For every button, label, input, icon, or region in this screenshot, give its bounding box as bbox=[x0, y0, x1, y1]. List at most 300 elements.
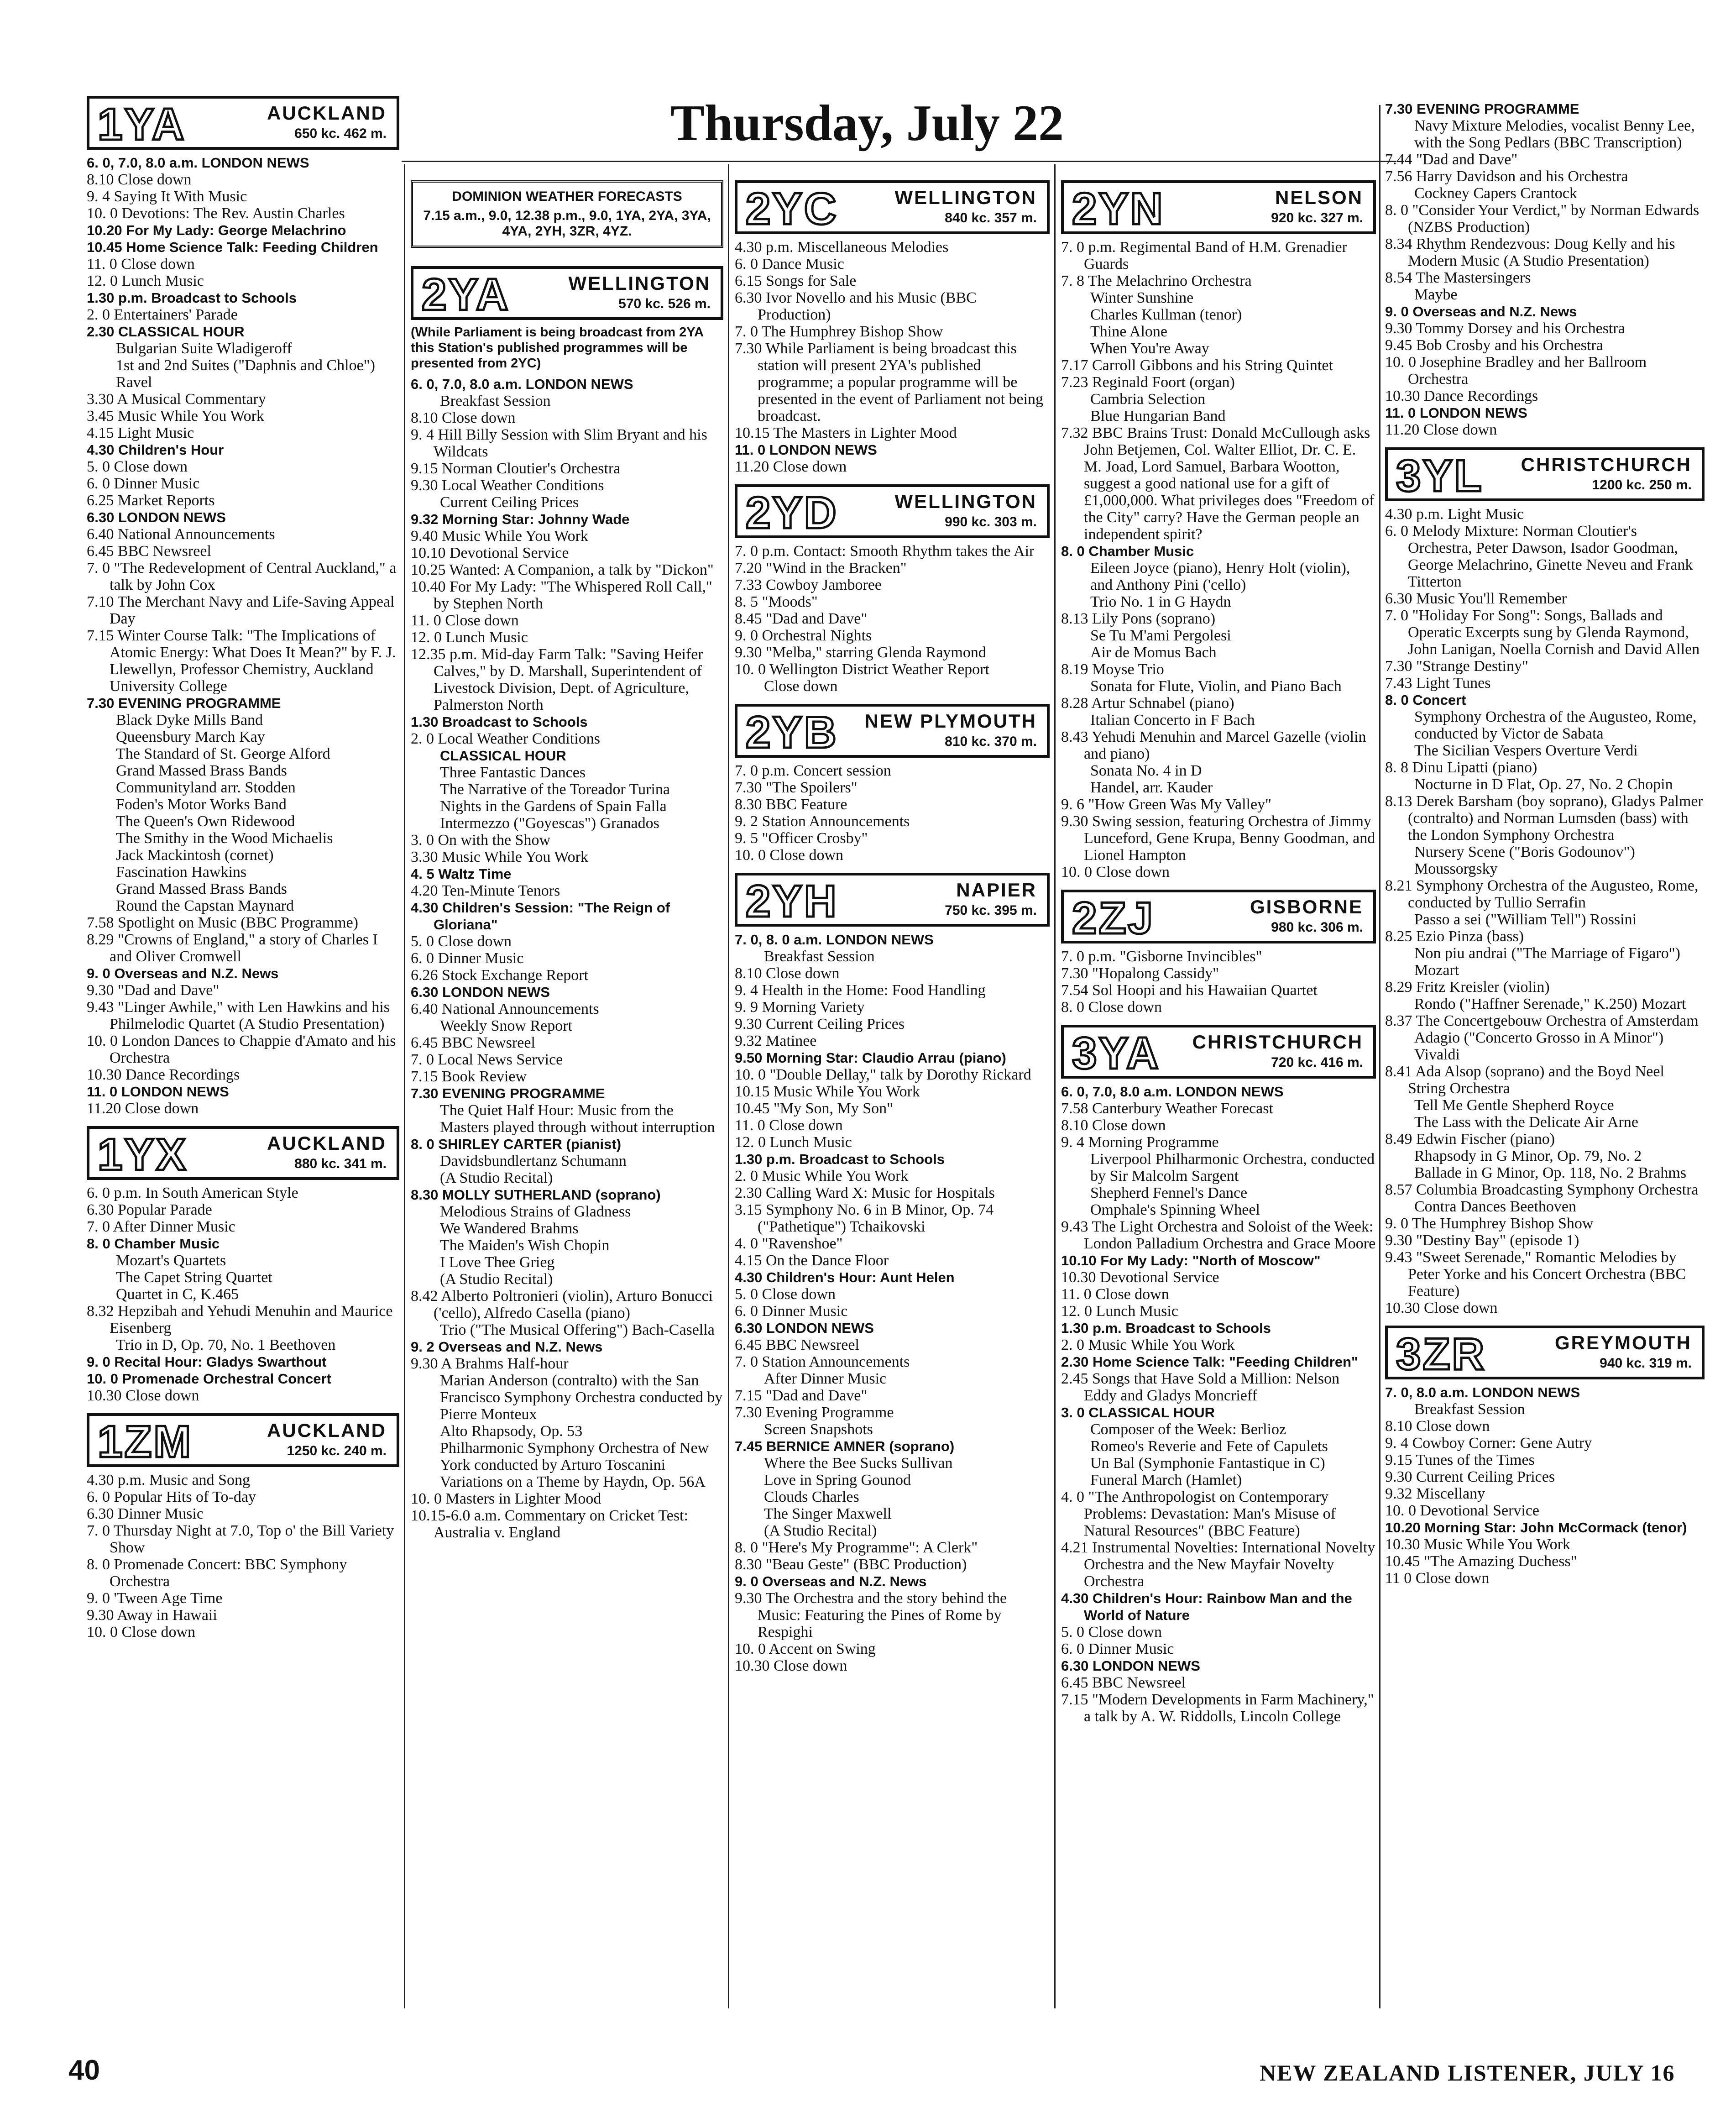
program-entry: 9. 4 Health in the Home: Food Handling bbox=[735, 982, 986, 999]
program-entry: 10. 0 Close down bbox=[87, 1624, 195, 1641]
program-entry: 12. 0 Lunch Music bbox=[411, 629, 528, 646]
program-entry: 4. 5 Waltz Time bbox=[411, 866, 512, 882]
program-entry: 7.15 "Modern Developments in Farm Machinery," a talk by A. W. Riddolls, Lincoln College bbox=[1061, 1691, 1374, 1725]
program-entry: 8.32 Hepzibah and Yehudi Menuhin and Maurice Eisenberg bbox=[87, 1303, 393, 1337]
program-entry: 6.45 BBC Newsreel bbox=[735, 1337, 859, 1353]
listings-3yl bbox=[1385, 506, 1705, 1316]
program-entry: 9. 6 "How Green Was My Valley" bbox=[1061, 796, 1271, 813]
program-entry: 9. 9 Morning Variety bbox=[735, 999, 865, 1016]
program-entry: 7. 0 Thursday Night at 7.0, Top o' the Bill Variety Show bbox=[87, 1522, 394, 1556]
program-entry: 4.21 Instrumental Novelties: International Novelty Orchestra and the New Mayfair Novelty Orchestra bbox=[1061, 1539, 1375, 1590]
program-entry: 9. 5 "Officer Crosby" bbox=[735, 830, 868, 847]
listings-2yb bbox=[735, 762, 1050, 864]
program-entry: 10.20 For My Lady: George Melachrino bbox=[87, 222, 346, 238]
program-entry: Nights in the Gardens of Spain Falla bbox=[440, 798, 667, 815]
program-entry: Close down bbox=[764, 678, 838, 695]
program-entry: 2.30 Calling Ward X: Music for Hospitals bbox=[735, 1185, 995, 1201]
program-entry: 7.58 Spotlight on Music (BBC Programme) bbox=[87, 914, 358, 931]
program-entry: 6.30 Ivor Novello and his Music (BBC Production) bbox=[735, 289, 977, 323]
program-entry: Screen Snapshots bbox=[764, 1421, 873, 1438]
listings-2zj bbox=[1061, 948, 1376, 1016]
station-header-2yh bbox=[735, 873, 1050, 927]
program-entry: 7.32 BBC Brains Trust: Donald McCullough asks John Betjemen, Col. Walter Elliot, Dr. C. E. M. Joad, Lord Samuel, Barbara Wootton, suggest a good national use for a gift of £1,000,000. What privileges does "Freedom of the City" carry? Have the German people an independent spirit? bbox=[1061, 425, 1375, 543]
column-divider bbox=[728, 164, 729, 2008]
station-call-sign: 2ZJ bbox=[1072, 893, 1155, 943]
program-entry: 4.30 Children's Hour: Rainbow Man and the World of Nature bbox=[1061, 1590, 1352, 1623]
program-entry: 11. 0 Close down bbox=[1061, 1286, 1169, 1303]
program-entry: 8.30 MOLLY SUTHERLAND (soprano) bbox=[411, 1187, 661, 1203]
program-entry: Adagio ("Concerto Grosso in A Minor") Vivaldi bbox=[1414, 1029, 1664, 1063]
program-entry: 10. 0 Wellington District Weather Report bbox=[735, 661, 989, 678]
program-entry: 10. 0 Close down bbox=[1061, 864, 1170, 881]
program-entry: Thine Alone bbox=[1090, 323, 1168, 340]
program-entry: 9. 4 Saying It With Music bbox=[87, 188, 247, 205]
program-entry: 8.43 Yehudi Menuhin and Marcel Gazelle (violin and piano) bbox=[1061, 729, 1366, 762]
program-entry: 6.26 Stock Exchange Report bbox=[411, 967, 589, 984]
program-entry: 6.30 Popular Parade bbox=[87, 1201, 212, 1218]
program-entry: Symphony Orchestra of the Augusteo, Rome, conducted by Victor de Sabata bbox=[1414, 708, 1697, 742]
program-entry: 7.30 Evening Programme bbox=[735, 1404, 894, 1421]
program-entry: 8.10 Close down bbox=[1385, 1418, 1490, 1435]
program-entry: 10. 0 "Double Dellay," talk by Dorothy Rickard bbox=[735, 1066, 1031, 1083]
program-entry: 9.50 Morning Star: Claudio Arrau (piano) bbox=[735, 1050, 1006, 1066]
program-entry: 7.30 While Parliament is being broadcast this station will present 2YA's published programme; a popular programme will be presented in the event of Parliament not being broadcast. bbox=[735, 340, 1043, 425]
program-entry: 7.30 "Hopalong Cassidy" bbox=[1061, 965, 1219, 982]
station-frequency: 980 kc. 306 m. bbox=[1271, 920, 1363, 935]
program-entry: The Narrative of the Toreador Turina bbox=[440, 781, 670, 798]
program-entry: 9. 0 'Tween Age Time bbox=[87, 1590, 223, 1607]
program-entry: 12. 0 Lunch Music bbox=[735, 1134, 852, 1151]
program-entry: 11.20 Close down bbox=[1385, 421, 1497, 438]
program-entry: 7. 0 The Humphrey Bishop Show bbox=[735, 323, 943, 340]
program-entry: 9.30 A Brahms Half-hour bbox=[411, 1355, 569, 1372]
program-entry: 11. 0 Close down bbox=[735, 1117, 843, 1134]
program-entry: (A Studio Recital) bbox=[440, 1169, 553, 1186]
program-entry: 4.15 On the Dance Floor bbox=[735, 1252, 889, 1269]
program-entry: 6. 0 Melody Mixture: Norman Cloutier's Orchestra, Peter Dawson, Isador Goodman, George Melachrino, Ginette Neveu and Frank Titterton bbox=[1385, 523, 1693, 590]
program-entry: 9. 4 Cowboy Corner: Gene Autry bbox=[1385, 1435, 1592, 1452]
program-entry: 1.30 p.m. Broadcast to Schools bbox=[735, 1151, 945, 1167]
program-entry: Air de Momus Bach bbox=[1090, 644, 1217, 661]
program-entry: 2.30 CLASSICAL HOUR bbox=[87, 324, 245, 340]
station-header-2yc bbox=[735, 180, 1050, 234]
program-entry: 6.30 LONDON NEWS bbox=[87, 509, 226, 525]
program-entry: 11. 0 Close down bbox=[87, 256, 195, 273]
program-entry: 10.10 Devotional Service bbox=[411, 545, 569, 561]
program-entry: 9. 2 Overseas and N.Z. News bbox=[411, 1339, 603, 1355]
program-entry: 10.25 Wanted: A Companion, a talk by "Dickon" bbox=[411, 561, 714, 578]
program-entry: 10.30 Devotional Service bbox=[1061, 1269, 1219, 1286]
program-entry: 9. 0 Recital Hour: Gladys Swarthout bbox=[87, 1354, 327, 1370]
program-entry: 9.15 Norman Cloutier's Orchestra bbox=[411, 460, 621, 477]
program-entry: 7.44 "Dad and Dave" bbox=[1385, 151, 1518, 168]
program-entry: Tell Me Gentle Shepherd Royce bbox=[1414, 1097, 1614, 1114]
program-entry: 10.15 The Masters in Lighter Mood bbox=[735, 425, 957, 441]
listings-3ya bbox=[1061, 1083, 1376, 1725]
station-city: NELSON bbox=[1275, 187, 1363, 208]
program-entry: Melodious Strains of Gladness bbox=[440, 1203, 631, 1220]
program-entry: 7.58 Canterbury Weather Forecast bbox=[1061, 1100, 1273, 1117]
program-entry: 6.30 LONDON NEWS bbox=[411, 984, 550, 1000]
parliament-note: (While Parliament is being broadcast from 2YA this Station's published programmes will be presented from 2YC) bbox=[411, 325, 703, 371]
program-entry: 10. 0 London Dances to Chappie d'Amato and his Orchestra bbox=[87, 1033, 396, 1066]
program-entry: The Smithy in the Wood Michaelis bbox=[116, 830, 333, 847]
program-entry: 6.45 BBC Newsreel bbox=[1061, 1674, 1186, 1691]
station-city: WELLINGTON bbox=[894, 187, 1037, 208]
program-entry: Trio in D, Op. 70, No. 1 Beethoven bbox=[116, 1337, 336, 1353]
program-entry: 4.30 Children's Hour bbox=[87, 442, 224, 458]
program-entry: 7. 0 p.m. Concert session bbox=[735, 762, 891, 779]
program-entry: 8.13 Derek Barsham (boy soprano), Gladys Palmer (contralto) and Norman Lumsden (bass) with the London Symphony Orchestra bbox=[1385, 793, 1703, 844]
program-entry: Cambria Selection bbox=[1090, 391, 1206, 408]
station-header-2yd bbox=[735, 484, 1050, 538]
program-entry: 10.45 Home Science Talk: Feeding Children bbox=[87, 239, 378, 255]
program-entry: 10.40 For My Lady: "The Whispered Roll Call," by Stephen North bbox=[411, 578, 712, 612]
program-entry: 10. 0 Promenade Orchestral Concert bbox=[87, 1371, 331, 1387]
program-entry: 9.30 Swing session, featuring Orchestra of Jimmy Lunceford, Gene Krupa, Benny Goodman, and Lionel Hampton bbox=[1061, 813, 1375, 864]
program-entry: 6. 0 p.m. In South American Style bbox=[87, 1185, 298, 1201]
program-entry: 6.40 National Announcements bbox=[87, 526, 275, 543]
program-entry: 8.10 Close down bbox=[735, 965, 840, 982]
program-entry: 7. 0 p.m. Contact: Smooth Rhythm takes the Air bbox=[735, 543, 1035, 560]
program-entry: 7.45 BERNICE AMNER (soprano) bbox=[735, 1438, 955, 1454]
program-entry: Variations on a Theme by Haydn, Op. 56A bbox=[440, 1473, 706, 1490]
program-entry: 9.32 Morning Star: Johnny Wade bbox=[411, 511, 630, 527]
program-entry: 9.32 Miscellany bbox=[1385, 1485, 1485, 1502]
station-frequency: 840 kc. 357 m. bbox=[945, 210, 1037, 225]
program-entry: 2.30 Home Science Talk: "Feeding Children" bbox=[1061, 1354, 1358, 1370]
listings-2yh bbox=[735, 931, 1050, 1674]
program-entry: 11.20 Close down bbox=[735, 458, 847, 475]
program-entry: (A Studio Recital) bbox=[764, 1522, 877, 1539]
program-entry: 11 0 Close down bbox=[1385, 1570, 1490, 1587]
station-call-sign: 2YA bbox=[422, 269, 510, 320]
program-entry: Eileen Joyce (piano), Henry Holt (violin), and Anthony Pini ('cello) bbox=[1090, 560, 1350, 593]
program-entry: Communityland arr. Stodden bbox=[116, 779, 296, 796]
program-entry: 1.30 Broadcast to Schools bbox=[411, 714, 588, 730]
program-entry: 11.20 Close down bbox=[87, 1100, 199, 1117]
station-city: AUCKLAND bbox=[267, 1132, 387, 1154]
station-call-sign: 3ZR bbox=[1396, 1329, 1486, 1379]
listings-1ya bbox=[87, 154, 399, 1117]
listings-3zr bbox=[1385, 1384, 1705, 1587]
page-title: Thursday, July 22 bbox=[670, 95, 1064, 152]
listings-3ya-evening bbox=[1385, 100, 1705, 438]
program-entry: 6. 0, 7.0, 8.0 a.m. LONDON NEWS bbox=[1061, 1084, 1284, 1100]
program-entry: Maybe bbox=[1414, 286, 1458, 303]
program-entry: 7.15 "Dad and Dave" bbox=[735, 1387, 868, 1404]
program-entry: I Love Thee Grieg bbox=[440, 1254, 555, 1271]
program-entry: 8. 8 Dinu Lipatti (piano) bbox=[1385, 759, 1537, 776]
program-entry: 6.30 Dinner Music bbox=[87, 1505, 204, 1522]
program-entry: 8. 0 Chamber Music bbox=[1061, 543, 1194, 559]
program-entry: 8.29 Fritz Kreisler (violin) bbox=[1385, 979, 1550, 996]
program-entry: Omphale's Spinning Wheel bbox=[1090, 1201, 1260, 1218]
program-entry: Foden's Motor Works Band bbox=[116, 796, 287, 813]
weather-forecast-box bbox=[411, 180, 723, 248]
station-city: CHRISTCHURCH bbox=[1192, 1031, 1363, 1053]
program-entry: 10.10 For My Lady: "North of Moscow" bbox=[1061, 1253, 1321, 1268]
program-entry: 6. 0 Dinner Music bbox=[735, 1303, 848, 1320]
station-header-1ya bbox=[87, 96, 399, 150]
program-entry: 7.30 "Strange Destiny" bbox=[1385, 658, 1528, 675]
listings-2yc bbox=[735, 239, 1050, 475]
station-frequency: 940 kc. 319 m. bbox=[1600, 1356, 1692, 1371]
station-header-3zr bbox=[1385, 1326, 1705, 1379]
program-entry: 10.30 Close down bbox=[735, 1657, 847, 1674]
program-entry: Handel, arr. Kauder bbox=[1090, 779, 1213, 796]
program-entry: 9. 0 Overseas and N.Z. News bbox=[87, 965, 279, 981]
program-entry: 9.43 "Linger Awhile," with Len Hawkins and his Philmelodic Quartet (A Studio Presentation) bbox=[87, 999, 390, 1033]
program-entry: 8. 5 "Moods" bbox=[735, 593, 818, 610]
station-header-1yx bbox=[87, 1126, 399, 1180]
program-entry: 11. 0 LONDON NEWS bbox=[735, 442, 877, 458]
program-entry: 6.30 LONDON NEWS bbox=[1061, 1658, 1200, 1674]
station-frequency: 920 kc. 327 m. bbox=[1271, 210, 1363, 225]
program-entry: 7. 0 p.m. Regimental Band of H.M. Grenadier Guards bbox=[1061, 239, 1347, 273]
program-entry: CLASSICAL HOUR bbox=[440, 748, 566, 764]
listings-2yd bbox=[735, 543, 1050, 695]
program-entry: 9.45 Bob Crosby and his Orchestra bbox=[1385, 337, 1603, 354]
program-entry: 12. 0 Lunch Music bbox=[1061, 1303, 1178, 1320]
program-entry: 7. 0 Local News Service bbox=[411, 1051, 563, 1068]
program-entry: 8.30 "Beau Geste" (BBC Production) bbox=[735, 1556, 967, 1573]
program-entry: 10. 0 Accent on Swing bbox=[735, 1641, 876, 1657]
program-entry: 7. 0, 8. 0 a.m. LONDON NEWS bbox=[735, 932, 934, 948]
program-entry: 9.30 "Destiny Bay" (episode 1) bbox=[1385, 1232, 1579, 1249]
program-entry: Nursery Scene ("Boris Godounov") Moussorgsky bbox=[1414, 844, 1635, 877]
program-entry: 9. 0 Orchestral Nights bbox=[735, 627, 872, 644]
weather-title: DOMINION WEATHER FORECASTS bbox=[452, 189, 682, 204]
column-1 bbox=[87, 96, 399, 1641]
program-entry: 11. 0 LONDON NEWS bbox=[87, 1084, 229, 1100]
program-entry: 10.30 Music While You Work bbox=[1385, 1536, 1570, 1553]
program-entry: 5. 0 Close down bbox=[411, 933, 512, 950]
program-entry: 8.37 The Concertgebouw Orchestra of Amsterdam bbox=[1385, 1012, 1699, 1029]
column-divider bbox=[1379, 105, 1380, 2008]
program-entry: Alto Rhapsody, Op. 53 bbox=[440, 1423, 583, 1440]
program-entry: 7.30 "The Spoilers" bbox=[735, 779, 858, 796]
program-entry: 9.43 "Sweet Serenade," Romantic Melodies by Peter Yorke and his Concert Orchestra (BBC Feature) bbox=[1385, 1249, 1686, 1300]
station-frequency: 720 kc. 416 m. bbox=[1271, 1055, 1363, 1070]
program-entry: Un Bal (Symphonie Fantastique in C) bbox=[1090, 1455, 1325, 1472]
program-entry: 3.30 Music While You Work bbox=[411, 849, 588, 865]
program-entry: 9.30 Local Weather Conditions bbox=[411, 477, 604, 494]
program-entry: 8.30 BBC Feature bbox=[735, 796, 847, 813]
program-entry: Marian Anderson (contralto) with the San Francisco Symphony Orchestra conducted by Pierre Monteux bbox=[440, 1372, 723, 1423]
program-entry: 4.30 p.m. Miscellaneous Melodies bbox=[735, 239, 949, 256]
program-entry: Passo a sei ("William Tell") Rossini bbox=[1414, 911, 1637, 928]
listings-1zm bbox=[87, 1472, 399, 1641]
program-entry: 10.20 Morning Star: John McCormack (tenor) bbox=[1385, 1520, 1687, 1536]
program-entry: 2. 0 Local Weather Conditions bbox=[411, 730, 600, 747]
program-entry: 7. 0 After Dinner Music bbox=[87, 1218, 235, 1235]
station-frequency: 570 kc. 526 m. bbox=[618, 296, 711, 311]
program-entry: 12.35 p.m. Mid-day Farm Talk: "Saving Heifer Calves," by D. Marshall, Superintendent of Livestock Division, Dept. of Agriculture, Palmerston North bbox=[411, 646, 703, 713]
program-entry: 2.45 Songs that Have Sold a Million: Nelson Eddy and Gladys Moncrieff bbox=[1061, 1370, 1340, 1404]
program-entry: 6.25 Market Reports bbox=[87, 492, 215, 509]
program-entry: 4.30 p.m. Light Music bbox=[1385, 506, 1524, 523]
program-entry: Jack Mackintosh (cornet) bbox=[116, 847, 274, 864]
program-entry: 5. 0 Close down bbox=[1061, 1624, 1162, 1641]
program-entry: 12. 0 Lunch Music bbox=[87, 273, 204, 289]
station-call-sign: 2YH bbox=[746, 876, 838, 926]
program-entry: (A Studio Recital) bbox=[440, 1271, 553, 1288]
program-entry: 7.43 Light Tunes bbox=[1385, 675, 1491, 692]
station-city: GREYMOUTH bbox=[1555, 1332, 1692, 1353]
program-entry: The Sicilian Vespers Overture Verdi bbox=[1414, 742, 1638, 759]
program-entry: Bulgarian Suite Wladigeroff bbox=[116, 340, 292, 357]
program-entry: 9.40 Music While You Work bbox=[411, 528, 588, 545]
station-header-3ya bbox=[1061, 1025, 1376, 1079]
station-call-sign: 3YA bbox=[1072, 1028, 1161, 1078]
program-entry: 10.30 Dance Recordings bbox=[87, 1066, 240, 1083]
program-entry: 3.45 Music While You Work bbox=[87, 408, 264, 425]
station-call-sign: 2YC bbox=[746, 183, 838, 234]
program-entry: 8.41 Ada Alsop (soprano) and the Boyd Neel String Orchestra bbox=[1385, 1063, 1664, 1097]
program-entry: 8.49 Edwin Fischer (piano) bbox=[1385, 1131, 1555, 1148]
program-entry: 8.10 Close down bbox=[87, 171, 192, 188]
station-city: AUCKLAND bbox=[267, 1420, 387, 1441]
program-entry: Shepherd Fennel's Dance bbox=[1090, 1185, 1248, 1201]
program-entry: 6. 0 Dinner Music bbox=[411, 950, 524, 967]
program-entry: 10.45 "The Amazing Duchess" bbox=[1385, 1553, 1577, 1570]
program-entry: 11. 0 Close down bbox=[411, 612, 519, 629]
program-entry: 8.34 Rhythm Rendezvous: Doug Kelly and his Modern Music (A Studio Presentation) bbox=[1385, 236, 1675, 269]
program-entry: Sonata No. 4 in D bbox=[1090, 762, 1202, 779]
program-entry: 6. 0 Dinner Music bbox=[87, 475, 200, 492]
station-header-2yn bbox=[1061, 180, 1376, 234]
program-entry: 9. 0 Overseas and N.Z. News bbox=[735, 1573, 927, 1589]
program-entry: 11. 0 LONDON NEWS bbox=[1385, 405, 1527, 421]
program-entry: 4. 0 "The Anthropologist on Contemporary Problems: Devastation: Man's Misuse of Natural Resources" (BBC Feature) bbox=[1061, 1489, 1336, 1539]
program-entry: Charles Kullman (tenor) bbox=[1090, 306, 1242, 323]
station-frequency: 1250 kc. 240 m. bbox=[287, 1443, 387, 1458]
program-entry: 4.15 Light Music bbox=[87, 425, 194, 441]
program-entry: Composer of the Week: Berlioz bbox=[1090, 1421, 1286, 1438]
program-entry: 4. 0 "Ravenshoe" bbox=[735, 1235, 843, 1252]
program-entry: Breakfast Session bbox=[764, 948, 875, 965]
program-entry: 9. 2 Station Announcements bbox=[735, 813, 910, 830]
program-entry: 8.54 The Mastersingers bbox=[1385, 269, 1531, 286]
page-number: 40 bbox=[68, 2055, 100, 2086]
station-frequency: 810 kc. 370 m. bbox=[945, 734, 1037, 749]
program-entry: 7.15 Book Review bbox=[411, 1068, 527, 1085]
program-entry: Intermezzo ("Goyescas") Granados bbox=[440, 815, 659, 832]
program-entry: 10. 0 Josephine Bradley and her Ballroom Orchestra bbox=[1385, 354, 1647, 388]
station-city: GISBORNE bbox=[1250, 896, 1363, 917]
station-city: WELLINGTON bbox=[568, 273, 711, 294]
program-entry: 7. 0 "The Redevelopment of Central Auckland," a talk by John Cox bbox=[87, 560, 397, 593]
station-call-sign: 2YN bbox=[1072, 183, 1165, 234]
program-entry: 6.30 Music You'll Remember bbox=[1385, 590, 1567, 607]
program-entry: 6.30 LONDON NEWS bbox=[735, 1320, 874, 1336]
program-entry: 3.15 Symphony No. 6 in B Minor, Op. 74 ("Pathetique") Tchaikovski bbox=[735, 1201, 994, 1235]
program-entry: 7. 0 Station Announcements bbox=[735, 1353, 910, 1370]
program-entry: Queensbury March Kay bbox=[116, 729, 265, 745]
program-entry: 7.30 EVENING PROGRAMME bbox=[411, 1085, 605, 1101]
program-entry: 8.10 Close down bbox=[1061, 1117, 1166, 1134]
program-entry: 7.56 Harry Davidson and his Orchestra bbox=[1385, 168, 1628, 185]
program-entry: Grand Massed Brass Bands bbox=[116, 881, 287, 897]
station-city: WELLINGTON bbox=[894, 491, 1037, 512]
program-entry: 9.15 Tunes of the Times bbox=[1385, 1452, 1535, 1468]
program-entry: 7.15 Winter Course Talk: "The Implications of Atomic Energy: What Does It Mean?" by F. J. Llewellyn, Professor Chemistry, Auckland University College bbox=[87, 627, 396, 695]
station-city: NEW PLYMOUTH bbox=[864, 710, 1037, 732]
listings-2yn bbox=[1061, 239, 1376, 881]
program-entry: 6.45 BBC Newsreel bbox=[411, 1034, 535, 1051]
program-entry: 3.30 A Musical Commentary bbox=[87, 391, 266, 408]
station-frequency: 1200 kc. 250 m. bbox=[1592, 477, 1692, 493]
program-entry: 7.54 Sol Hoopi and his Hawaiian Quartet bbox=[1061, 982, 1318, 999]
title-rule bbox=[402, 161, 1396, 162]
program-entry: 4.30 Children's Hour: Aunt Helen bbox=[735, 1269, 955, 1285]
program-entry: 10.15-6.0 a.m. Commentary on Cricket Test: Australia v. England bbox=[411, 1507, 688, 1541]
program-entry: 9.30 Tommy Dorsey and his Orchestra bbox=[1385, 320, 1625, 337]
program-entry: Clouds Charles bbox=[764, 1489, 859, 1505]
program-entry: 8. 0 Chamber Music bbox=[87, 1236, 220, 1252]
program-entry: Se Tu M'ami Pergolesi bbox=[1090, 627, 1231, 644]
program-entry: 7.30 EVENING PROGRAMME bbox=[87, 695, 281, 711]
station-city: NAPIER bbox=[956, 879, 1037, 901]
program-entry: 6. 0 Dance Music bbox=[735, 256, 844, 273]
program-entry: Three Fantastic Dances bbox=[440, 764, 586, 781]
program-entry: Winter Sunshine bbox=[1090, 289, 1194, 306]
program-entry: 8. 0 "Here's My Programme": A Clerk" bbox=[735, 1539, 978, 1556]
program-entry: 9. 0 Overseas and N.Z. News bbox=[1385, 304, 1577, 320]
program-entry: 10.15 Music While You Work bbox=[735, 1083, 920, 1100]
program-entry: 8. 0 Concert bbox=[1385, 692, 1466, 708]
weather-times: 7.15 a.m., 9.0, 12.38 p.m., 9.0, 1YA, 2YA, 3YA, 4YA, 2YH, 3ZR, 4YZ. bbox=[423, 208, 711, 239]
program-entry: 3. 0 On with the Show bbox=[411, 832, 550, 849]
program-entry: Rhapsody in G Minor, Op. 79, No. 2 bbox=[1414, 1148, 1642, 1164]
program-entry: Current Ceiling Prices bbox=[440, 494, 579, 511]
program-entry: 9.30 "Melba," starring Glenda Raymond bbox=[735, 644, 986, 661]
station-frequency: 750 kc. 395 m. bbox=[945, 903, 1037, 918]
program-entry: Weekly Snow Report bbox=[440, 1017, 572, 1034]
program-entry: Breakfast Session bbox=[440, 393, 551, 409]
program-entry: Blue Hungarian Band bbox=[1090, 408, 1226, 425]
program-entry: 10. 0 Devotional Service bbox=[1385, 1502, 1540, 1519]
station-header-2zj bbox=[1061, 890, 1376, 943]
program-entry: 8.29 "Crowns of England," a story of Charles I and Oliver Cromwell bbox=[87, 931, 378, 965]
program-entry: 8.19 Moyse Trio bbox=[1061, 661, 1164, 678]
program-entry: 10. 0 Devotions: The Rev. Austin Charles bbox=[87, 205, 345, 222]
program-entry: 5. 0 Close down bbox=[87, 458, 188, 475]
column-5 bbox=[1385, 100, 1705, 1587]
program-entry: 7. 0 p.m. "Gisborne Invincibles" bbox=[1061, 948, 1262, 965]
program-entry: Davidsbundlertanz Schumann bbox=[440, 1153, 627, 1169]
station-header-1zm bbox=[87, 1413, 399, 1467]
program-entry: 7. 8 The Melachrino Orchestra bbox=[1061, 273, 1252, 289]
program-entry: 8.13 Lily Pons (soprano) bbox=[1061, 610, 1216, 627]
program-entry: 7.33 Cowboy Jamboree bbox=[735, 577, 882, 593]
program-entry: The Lass with the Delicate Air Arne bbox=[1414, 1114, 1638, 1131]
station-frequency: 990 kc. 303 m. bbox=[945, 514, 1037, 529]
program-entry: Black Dyke Mills Band bbox=[116, 712, 263, 729]
program-entry: 8.28 Artur Schnabel (piano) bbox=[1061, 695, 1234, 712]
program-entry: 7. 0 "Holiday For Song": Songs, Ballads and Operatic Excerpts sung by Glenda Raymond, John Lanigan, Noella Cornish and David Allen bbox=[1385, 607, 1700, 658]
program-entry: Mozart's Quartets bbox=[116, 1252, 226, 1269]
program-entry: 6. 0, 7.0, 8.0 a.m. LONDON NEWS bbox=[411, 376, 633, 392]
listings-2ya bbox=[411, 376, 723, 1541]
program-entry: Contra Dances Beethoven bbox=[1414, 1198, 1576, 1215]
program-entry: 3. 0 CLASSICAL HOUR bbox=[1061, 1405, 1215, 1420]
program-entry: 4.20 Ten-Minute Tenors bbox=[411, 882, 560, 899]
program-entry: Funeral March (Hamlet) bbox=[1090, 1472, 1242, 1489]
program-entry: 2. 0 Entertainers' Parade bbox=[87, 306, 238, 323]
program-entry: The Capet String Quartet bbox=[116, 1269, 272, 1286]
